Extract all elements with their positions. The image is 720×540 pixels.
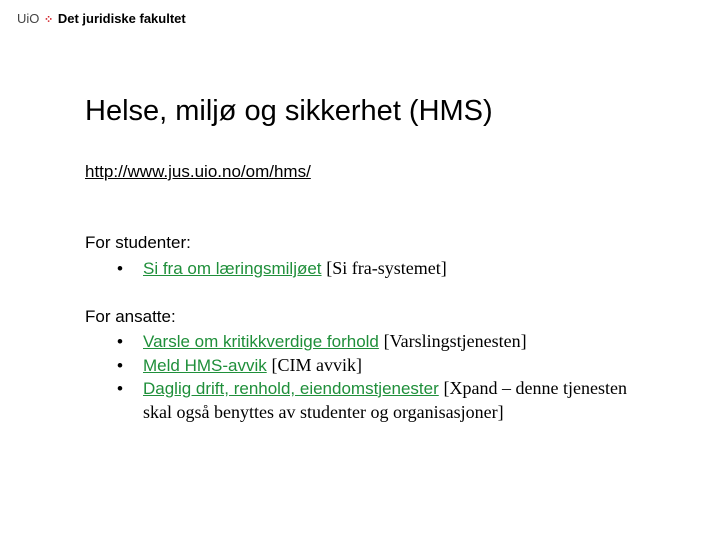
- hms-url-link[interactable]: http://www.jus.uio.no/om/hms/: [85, 162, 311, 181]
- bullet-icon: •: [117, 259, 123, 278]
- item-note: [CIM avvik]: [271, 354, 362, 375]
- list-item: [0, 330, 643, 354]
- students-list: [0, 257, 643, 281]
- employees-list: [0, 330, 643, 424]
- daglig-drift-link[interactable]: Daglig drift, renhold, eiendomstjenester: [143, 379, 439, 398]
- uio-faculty-logo: [17, 11, 186, 28]
- faculty-name: Det juridiske fakultet: [57, 11, 186, 26]
- item-note: [Xpand – denne tjenesten skal også benyttes av studenter og organisasjoner]: [143, 378, 627, 422]
- list-item: [0, 257, 643, 281]
- slide-title: Helse, miljø og sikkerhet (HMS): [85, 95, 493, 127]
- varsle-link[interactable]: Varsle om kritikkverdige forhold: [143, 332, 379, 351]
- students-label: For studenter:: [85, 233, 191, 252]
- bullet-icon: •: [117, 379, 123, 398]
- uio-logo-text: UiO: [17, 11, 40, 26]
- employees-label: For ansatte:: [85, 307, 176, 326]
- si-fra-link[interactable]: Si fra om læringsmiljøet: [143, 259, 322, 278]
- item-note: [Si fra-systemet]: [326, 258, 447, 278]
- uio-logo-mark-icon: ⁘: [44, 14, 54, 26]
- bullet-icon: •: [117, 355, 123, 375]
- meld-hms-avvik-link[interactable]: Meld HMS-avvik: [143, 355, 267, 375]
- list-item: [0, 354, 643, 378]
- list-item: [0, 377, 643, 424]
- bullet-icon: •: [117, 332, 123, 351]
- item-note: [Varslingstjenesten]: [383, 331, 527, 351]
